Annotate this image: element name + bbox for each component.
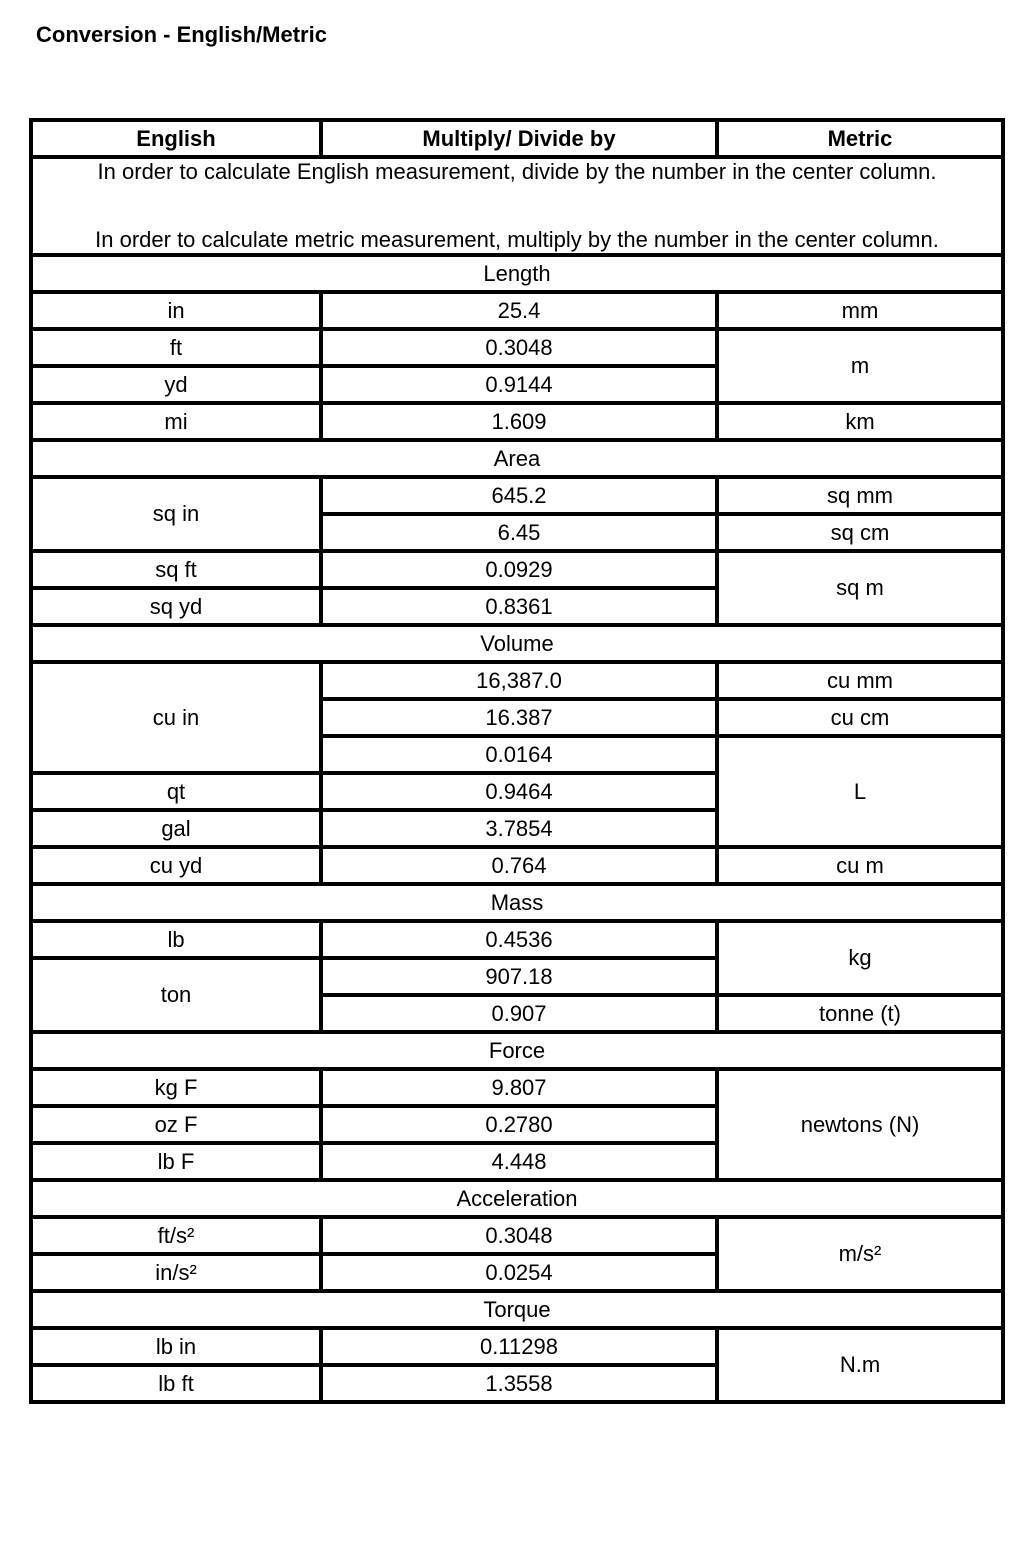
english-unit: mi [31,403,321,440]
factor-value: 0.4536 [321,921,717,958]
metric-unit: tonne (t) [717,995,1003,1032]
section-title-torque: Torque [31,1291,1003,1328]
english-unit: oz F [31,1106,321,1143]
section-row-mass [31,884,1003,921]
metric-unit: m/s² [717,1217,1003,1291]
factor-value: 0.0929 [321,551,717,588]
section-title-area: Area [31,440,1003,477]
table-row [31,921,1003,958]
metric-unit: kg [717,921,1003,995]
factor-value: 0.2780 [321,1106,717,1143]
english-unit: gal [31,810,321,847]
section-title-length: Length [31,255,1003,292]
section-row-area [31,440,1003,477]
metric-unit: cu cm [717,699,1003,736]
table-row [31,403,1003,440]
factor-value: 907.18 [321,958,717,995]
header-factor: Multiply/ Divide by [321,120,717,157]
table-row [31,662,1003,699]
english-unit: sq yd [31,588,321,625]
factor-value: 0.3048 [321,329,717,366]
factor-value: 16,387.0 [321,662,717,699]
metric-unit: L [717,736,1003,847]
factor-value: 645.2 [321,477,717,514]
instruction-english: In order to calculate English measurement, divide by the number in the center column. [97,159,937,184]
header-metric: Metric [717,120,1003,157]
conversion-table [29,118,1005,1404]
table-row [31,1328,1003,1365]
factor-value: 0.0254 [321,1254,717,1291]
english-unit: lb F [31,1143,321,1180]
english-unit: in/s² [31,1254,321,1291]
metric-unit: cu m [717,847,1003,884]
factor-value: 1.609 [321,403,717,440]
table-row [31,1069,1003,1106]
english-unit: yd [31,366,321,403]
metric-unit: m [717,329,1003,403]
section-title-force: Force [31,1032,1003,1069]
english-unit: ton [31,958,321,1032]
factor-value: 0.0164 [321,736,717,773]
factor-value: 0.9464 [321,773,717,810]
header-english: English [31,120,321,157]
factor-value: 0.764 [321,847,717,884]
section-row-length [31,255,1003,292]
english-unit: lb ft [31,1365,321,1402]
english-unit: lb [31,921,321,958]
english-unit: qt [31,773,321,810]
header-row [31,120,1003,157]
section-row-torque [31,1291,1003,1328]
table-row [31,292,1003,329]
english-unit: lb in [31,1328,321,1365]
instruction-metric: In order to calculate metric measurement, multiply by the number in the center column. [95,227,939,252]
english-unit: kg F [31,1069,321,1106]
factor-value: 25.4 [321,292,717,329]
english-unit: cu in [31,662,321,773]
metric-unit: cu mm [717,662,1003,699]
factor-value: 1.3558 [321,1365,717,1402]
section-row-acceleration [31,1180,1003,1217]
table-row [31,551,1003,588]
section-title-acceleration: Acceleration [31,1180,1003,1217]
factor-value: 0.907 [321,995,717,1032]
section-row-force [31,1032,1003,1069]
metric-unit: sq mm [717,477,1003,514]
table-row [31,1217,1003,1254]
factor-value: 0.11298 [321,1328,717,1365]
factor-value: 3.7854 [321,810,717,847]
factor-value: 16.387 [321,699,717,736]
instructions-row [31,157,1003,255]
metric-unit: sq m [717,551,1003,625]
english-unit: in [31,292,321,329]
metric-unit: mm [717,292,1003,329]
english-unit: sq ft [31,551,321,588]
table-row [31,847,1003,884]
english-unit: ft/s² [31,1217,321,1254]
table-row [31,477,1003,514]
instructions-cell [31,157,1003,255]
factor-value: 4.448 [321,1143,717,1180]
metric-unit: km [717,403,1003,440]
factor-value: 0.9144 [321,366,717,403]
metric-unit: N.m [717,1328,1003,1402]
section-title-volume: Volume [31,625,1003,662]
page-title: Conversion - English/Metric [36,22,327,47]
factor-value: 9.807 [321,1069,717,1106]
english-unit: ft [31,329,321,366]
section-row-volume [31,625,1003,662]
english-unit: cu yd [31,847,321,884]
factor-value: 6.45 [321,514,717,551]
english-unit: sq in [31,477,321,551]
metric-unit: sq cm [717,514,1003,551]
factor-value: 0.3048 [321,1217,717,1254]
factor-value: 0.8361 [321,588,717,625]
table-row [31,329,1003,366]
metric-unit: newtons (N) [717,1069,1003,1180]
section-title-mass: Mass [31,884,1003,921]
